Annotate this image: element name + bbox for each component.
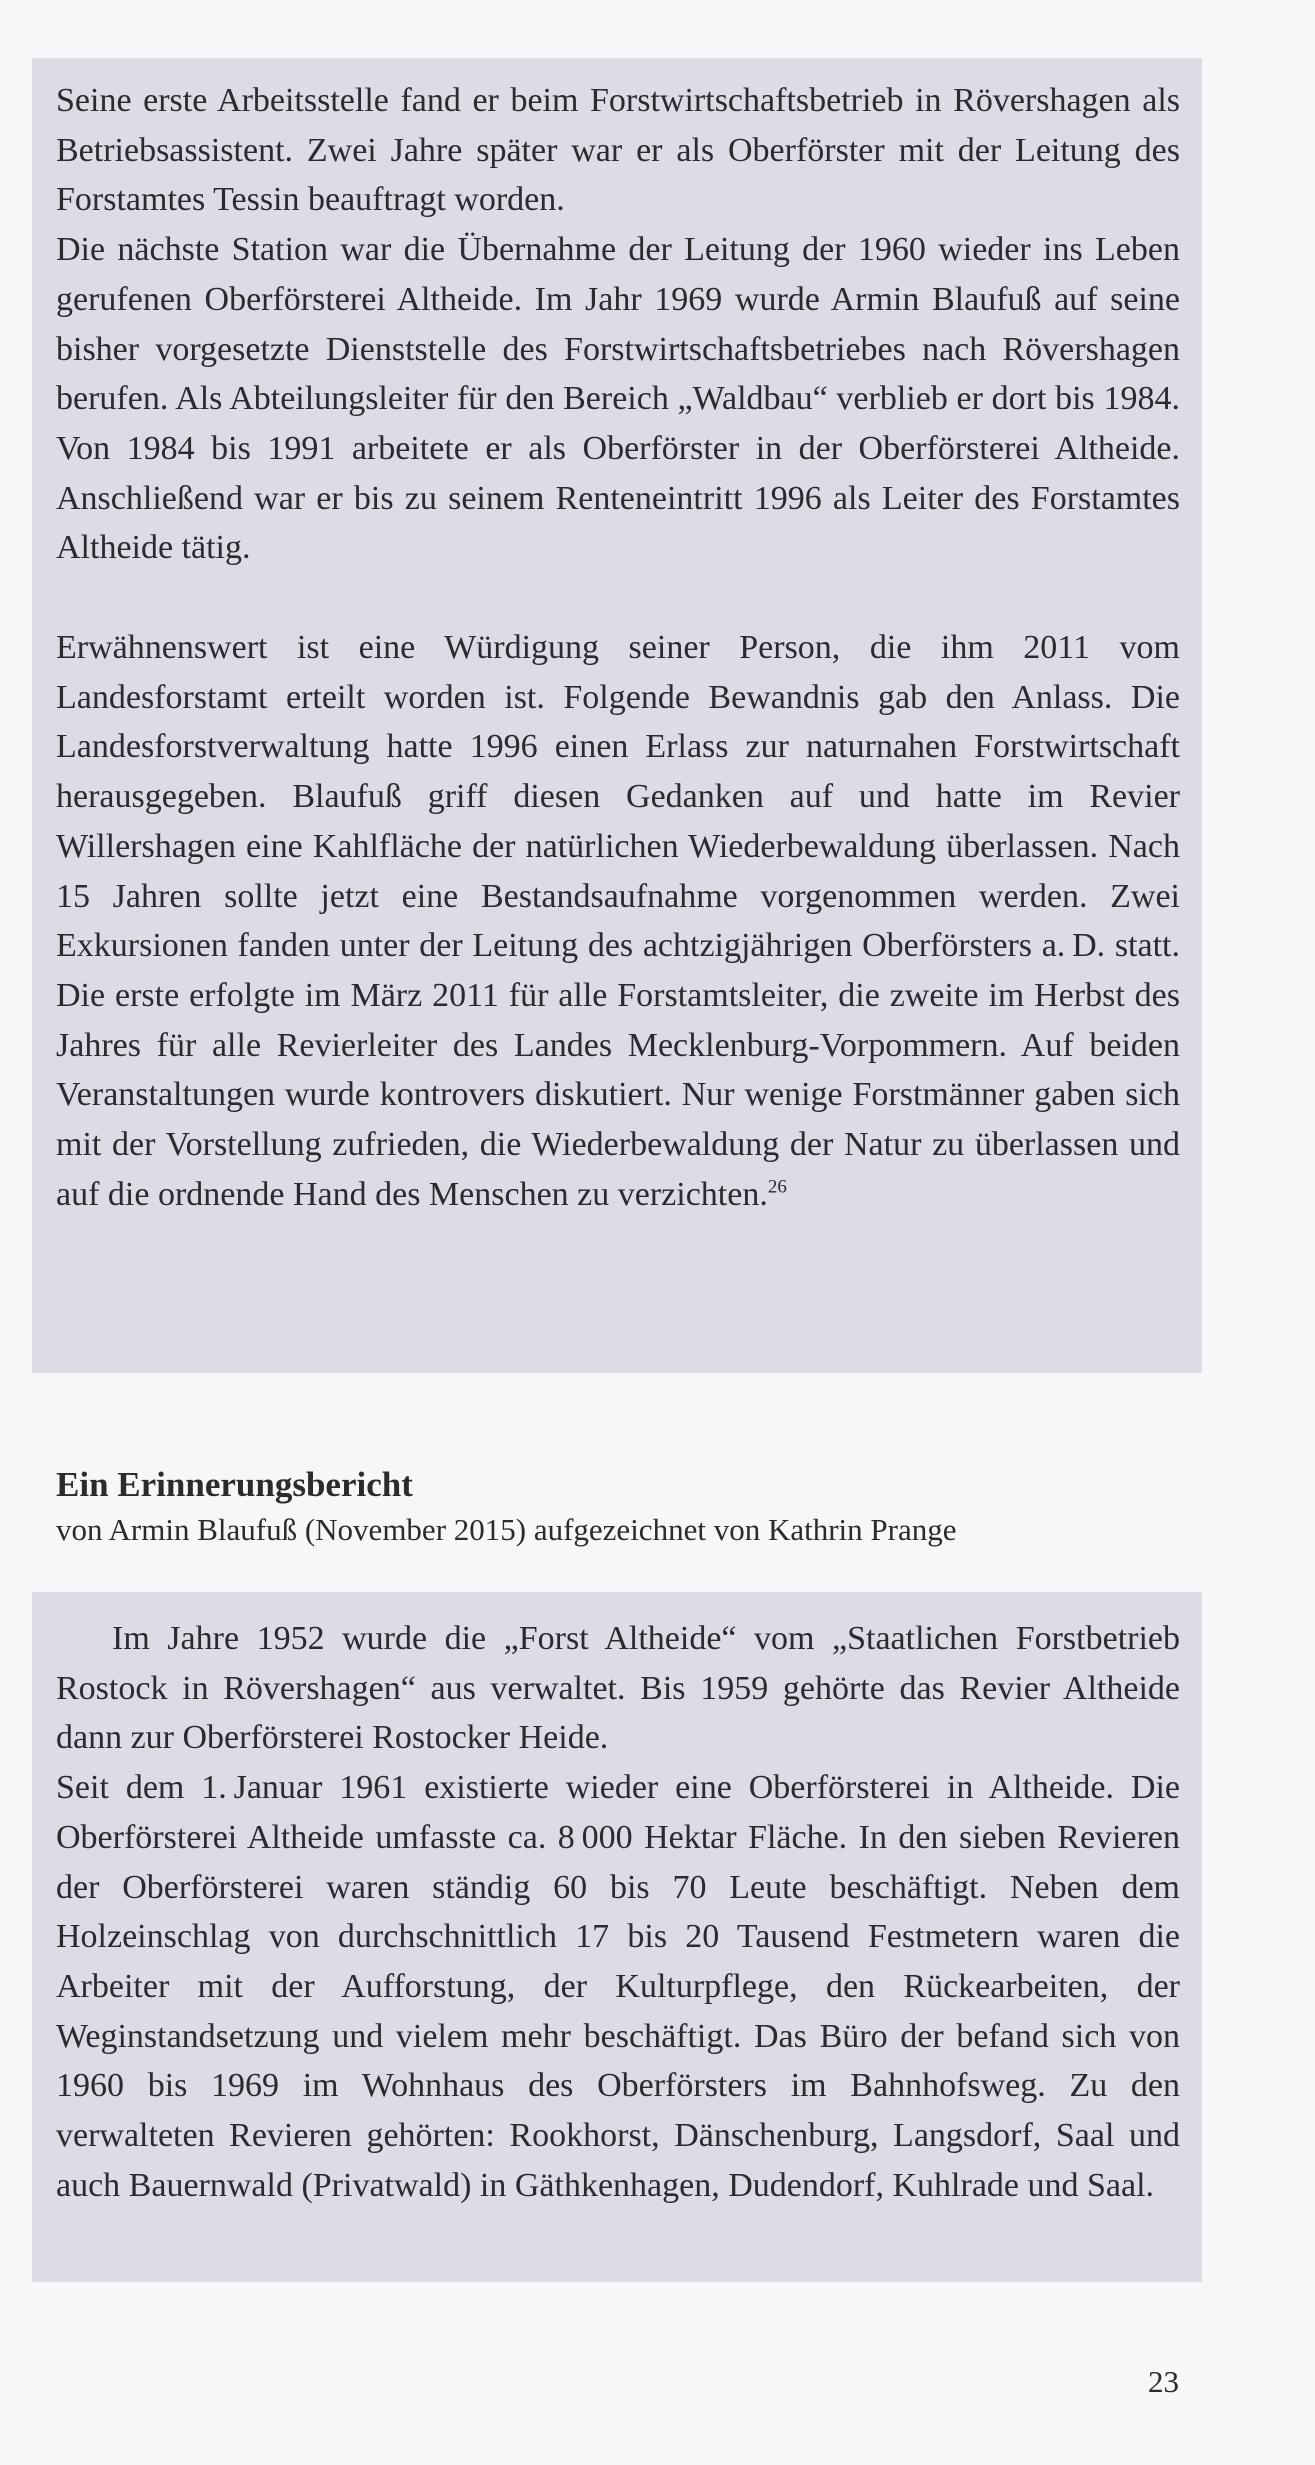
paragraph-career: Die nächste Station war die Übernahme der Leitung der 1960 wieder ins Leben gerufenen Oberförsterei Altheide. Im Jahr 1969 wurde Armin Blaufuß auf seine bisher vorgesetzte Dienststelle des Forstwirtschaftsbetriebes nach Rövershagen berufen. Als Abteilungsleiter für den Bereich „Waldbau“ verblieb er dort bis 1984. Von 1984 bis 1991 arbeitete er als Oberförster in der Oberförsterei Altheide. Anschließend war er bis zu seinem Renteneintritt 1996 als Leiter des Forstamtes Altheide tätig. xyxy=(56,231,1180,567)
paragraph-recognition-text: Erwähnenswert ist eine Würdigung seiner Person, die ihm 2011 vom Landesforstamt erteilt worden ist. Folgende Bewandnis gab den Anlass. Die Landesforstverwaltung hatte 1996 einen Erlass zur naturnahen Forstwirtschaft herausgegeben. Blaufuß griff diesen Gedanken auf und hatte im Revier Willershagen eine Kahlfläche der natürlichen Wiederbewaldung überlassen. Nach 15 Jahren sollte jetzt eine Bestandsaufnahme vorgenommen werden. Zwei Exkursionen fanden unter der Leitung des achtzigjährigen Oberförsters a. D. statt. Die erste erfolgte im März 2011 für alle Forstamtsleiter, die zweite im Herbst des Jahres für alle Revierleiter des Landes Mecklenburg-Vorpommern. Auf beiden Veranstaltungen wurde kontrovers diskutiert. Nur wenige Forstmänner gaben sich mit der Vorstellung zufrieden, die Wiederbewaldung der Natur zu überlassen und auf die ordnende Hand des Menschen zu verzichten. xyxy=(56,629,1180,1213)
section-byline: von Armin Blaufuß (November 2015) aufgezeichnet von Kathrin Prange xyxy=(56,1512,957,1547)
paragraph-recognition xyxy=(56,623,1180,1219)
memoir-text-box xyxy=(32,1592,1202,2282)
footnote-marker: 26 xyxy=(767,1176,787,1198)
section-heading: Ein Erinnerungsbericht xyxy=(56,1465,413,1504)
paragraph-forest-administration: Im Jahre 1952 wurde die „Forst Altheide“ vom „Staatlichen Forstbetrieb Rostock in Rövershagen“ aus verwaltet. Bis 1959 gehörte das Revier Altheide dann zur Oberförsterei Rostocker Heide. xyxy=(56,1620,1180,1757)
biography-text-box xyxy=(32,58,1202,1373)
page-number: 23 xyxy=(1148,2364,1179,2399)
paragraph-first-position: Seine erste Arbeitsstelle fand er beim Forstwirtschaftsbetrieb in Rövershagen als Betriebsassistent. Zwei Jahre später war er als Oberförster mit der Leitung des Forstamtes Tessin beauftragt worden. xyxy=(56,82,1180,219)
paragraph-oberfoersterei-details: Seit dem 1. Januar 1961 existierte wieder eine Oberförsterei in Altheide. Die Oberförsterei Altheide umfasste ca. 8 000 Hektar Fläche. In den sieben Revieren der Oberförsterei waren ständig 60 bis 70 Leute beschäftigt. Neben dem Holzeinschlag von durchschnittlich 17 bis 20 Tausend Festmetern waren die Arbeiter mit der Aufforstung, der Kulturpflege, den Rückearbeiten, der Weginstandsetzung und vielem mehr beschäftigt. Das Büro der befand sich von 1960 bis 1969 im Wohnhaus des Oberförsters im Bahnhofsweg. Zu den verwalteten Revieren gehörten: Rookhorst, Dänschenburg, Langsdorf, Saal und auch Bauernwald (Privatwald) in Gäthkenhagen, Dudendorf, Kuhlrade und Saal. xyxy=(56,1769,1180,2204)
